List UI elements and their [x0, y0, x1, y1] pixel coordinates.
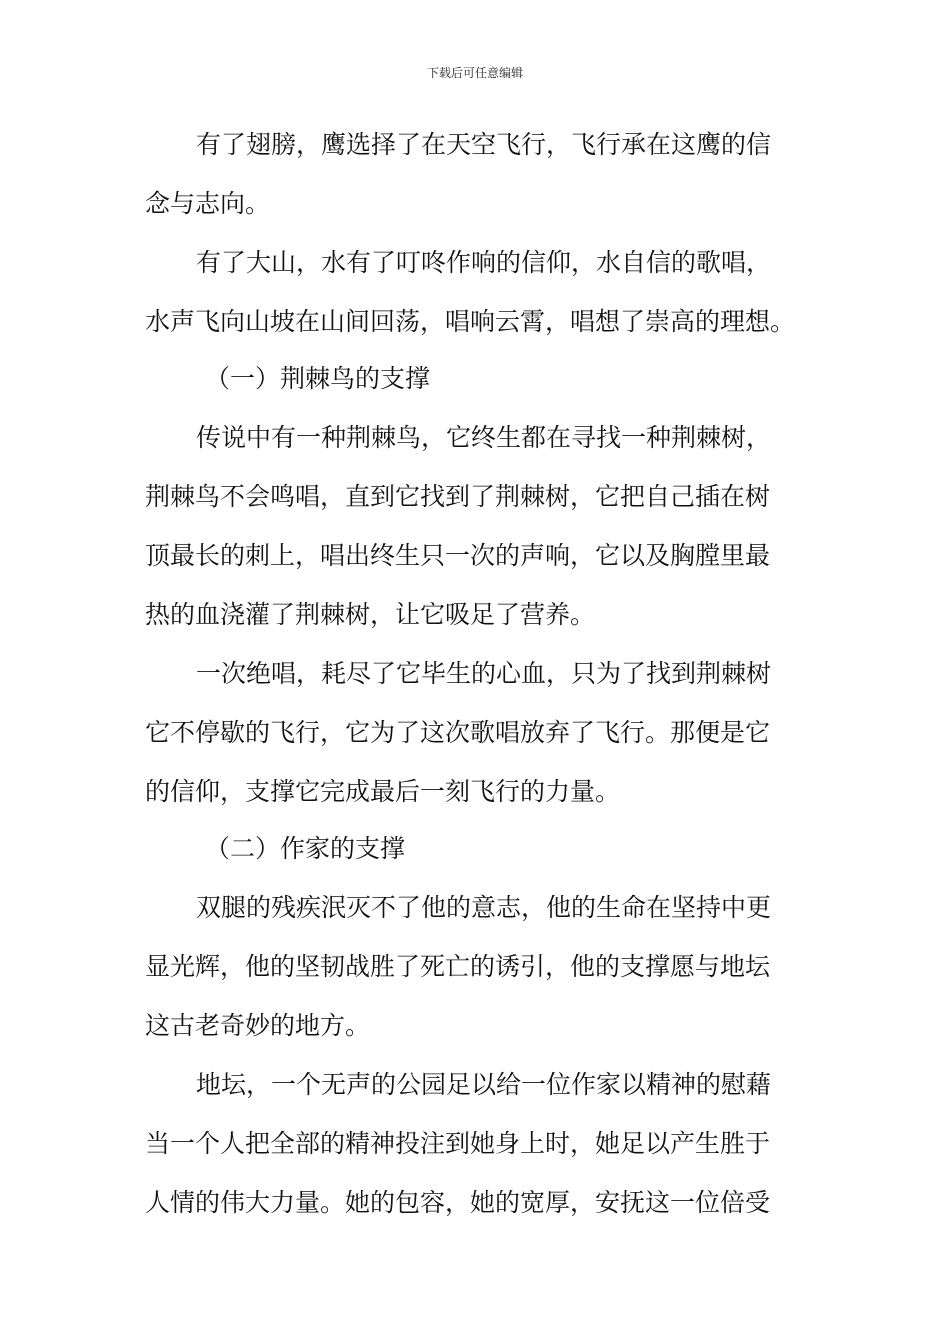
- paragraph-line: 有了翅膀，鹰选择了在天空飞行，飞行承在这鹰的信: [196, 130, 772, 159]
- paragraph-line: 双腿的残疾泯灭不了他的意志，他的生命在坚持中更: [196, 893, 772, 922]
- paragraph-line: 热的血浇灌了荆棘树，让它吸足了营养。: [145, 600, 596, 629]
- paragraph-line: 一次绝唱，耗尽了它毕生的心血，只为了找到荆棘树: [196, 659, 772, 688]
- paragraph-line: 当一个人把全部的精神投注到她身上时，她足以产生胜于: [145, 1129, 771, 1158]
- paragraph-line: 它不停歇的飞行，它为了这次歌唱放弃了飞行。那便是它: [145, 718, 771, 747]
- paragraph-line: 有了大山，水有了叮咚作响的信仰，水自信的歌唱，: [196, 248, 772, 277]
- page-header: 下载后可任意编辑: [426, 66, 523, 80]
- paragraph-line: 地坛，一个无声的公园足以给一位作家以精神的慰藉: [196, 1070, 772, 1099]
- document-body: [145, 130, 810, 1218]
- paragraph-line: 显光辉，他的坚韧战胜了死亡的诱引，他的支撑愿与地坛: [145, 952, 771, 981]
- section-heading: （二）作家的支撑: [205, 834, 406, 863]
- paragraph-line: 念与志向。: [145, 189, 271, 218]
- section-heading: （一）荆棘鸟的支撑: [205, 364, 431, 393]
- paragraph-line: 这古老奇妙的地方。: [145, 1011, 371, 1040]
- paragraph-line: 人情的伟大力量。她的包容，她的宽厚，安抚这一位倍受: [145, 1188, 771, 1217]
- paragraph-line: 顶最长的刺上，唱出终生只一次的声响，它以及胸膛里最: [145, 541, 771, 570]
- paragraph-line: 的信仰，支撑它完成最后一刻飞行的力量。: [145, 777, 621, 806]
- paragraph-line: 荆棘鸟不会鸣唱，直到它找到了荆棘树，它把自己插在树: [145, 482, 771, 511]
- paragraph-line: 水声飞向山坡在山间回荡，唱响云霄，唱想了崇高的理想。: [145, 307, 796, 336]
- paragraph-line: 传说中有一种荆棘鸟，它终生都在寻找一种荆棘树，: [196, 423, 772, 452]
